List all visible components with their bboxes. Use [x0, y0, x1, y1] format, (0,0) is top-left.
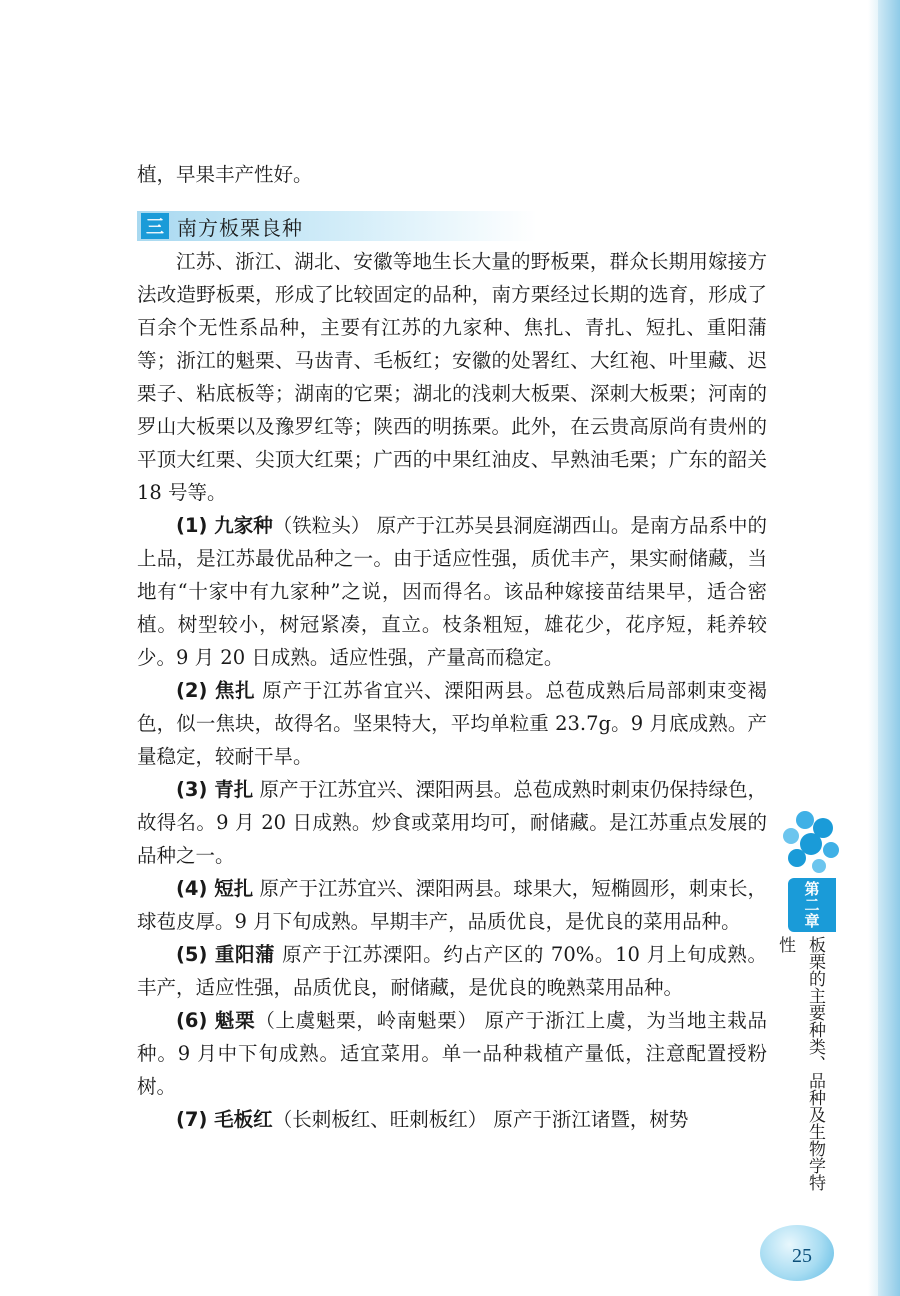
- variety-name: (4) 短扎: [176, 877, 254, 900]
- variety-description: 原产于江苏省宜兴、溧阳两县。总苞成熟后局部刺束变褐色，似一焦块，故得名。坚果特大，平均单粒重 23.7g。9 月底成熟。产量稳定，较耐干旱。: [137, 679, 767, 768]
- variety-name: (6) 魁栗: [176, 1009, 256, 1032]
- page-number: 25: [792, 1244, 812, 1267]
- right-margin-fade: [868, 0, 878, 1296]
- variety-name: (5) 重阳蒲: [176, 943, 276, 966]
- variety-paragraph-1: [137, 509, 767, 674]
- variety-paragraph-4: [137, 872, 767, 938]
- variety-paragraph-3: [137, 773, 767, 872]
- right-margin-band: [878, 0, 900, 1296]
- variety-description: 原产于江苏宜兴、溧阳两县。总苞成熟时刺束仍保持绿色，故得名。9 月 20 日成熟。炒食或菜用均可，耐储藏。是江苏重点发展的品种之一。: [137, 778, 767, 867]
- variety-name: (7) 毛板红: [176, 1108, 273, 1131]
- variety-description: 原产于江苏宜兴、溧阳两县。球果大，短椭圆形，刺束长，球苞皮厚。9 月下旬成熟。早期丰产，品质优良，是优良的菜用品种。: [137, 877, 767, 933]
- variety-name: (2) 焦扎: [176, 679, 256, 702]
- variety-paragraph-2: [137, 674, 767, 773]
- variety-name: (3) 青扎: [176, 778, 254, 801]
- page-number-badge: [760, 1225, 834, 1281]
- chapter-tab: [788, 878, 836, 932]
- paragraph-continuation: 植，早果丰产性好。: [137, 163, 313, 186]
- section-heading: [137, 211, 537, 241]
- chapter-label: 第二章: [802, 881, 821, 929]
- section-title: 南方板栗良种: [177, 215, 303, 240]
- section-number: 三: [141, 213, 169, 239]
- variety-paragraph-7: [137, 1103, 767, 1136]
- intro-paragraph: 江苏、浙江、湖北、安徽等地生长大量的野板栗，群众长期用嫁接方法改造野板栗，形成了比较固定的品种，南方栗经过长期的选育，形成了百余个无性系品种，主要有江苏的九家种、焦扎、青扎、短扎、重阳蒲等；浙江的魁栗、马齿青、毛板红；安徽的处署红、大红袍、叶里藏、迟栗子、粘底板等；湖南的它栗；湖北的浅刺大板栗、深刺大板栗；河南的罗山大板栗以及豫罗红等；陕西的明拣栗。此外，在云贵高原尚有贵州的平顶大红栗、尖顶大红栗；广西的中果红油皮、早熟油毛栗；广东的韶关 18 号等。: [137, 250, 767, 504]
- variety-description: （上虞魁栗，岭南魁栗） 原产于浙江上虞，为当地主栽品种。9 月中下旬成熟。适宜菜用。单一品种栽植产量低，注意配置授粉树。: [137, 1009, 767, 1098]
- variety-description: （铁粒头） 原产于江苏吴县洞庭湖西山。是南方品系中的上品，是江苏最优品种之一。由于适应性强，质优丰产，果实耐储藏，当地有“十家中有九家种”之说，因而得名。该品种嫁接苗结果早，适合密植。树型较小，树冠紧凑，直立。枝条粗短，雄花少，花序短，耗养较少。9 月 20 日成熟。适应性强，产量高而稳定。: [137, 514, 767, 669]
- variety-description: （长刺板红、旺刺板红） 原产于浙江诸暨，树势: [272, 1108, 689, 1131]
- decorative-dots-icon: [775, 800, 845, 880]
- variety-description: 原产于江苏溧阳。约占产区的 70%。10 月上旬成熟。丰产，适应性强，品质优良，耐储藏，是优良的晚熟菜用品种。: [137, 943, 767, 999]
- variety-paragraph-5: [137, 938, 767, 1004]
- variety-paragraph-6: [137, 1004, 767, 1103]
- page-body: [137, 158, 767, 1136]
- variety-name: (1) 九家种: [176, 514, 273, 537]
- chapter-title: 板栗的主要种类、品种及生物学特性: [775, 936, 825, 1191]
